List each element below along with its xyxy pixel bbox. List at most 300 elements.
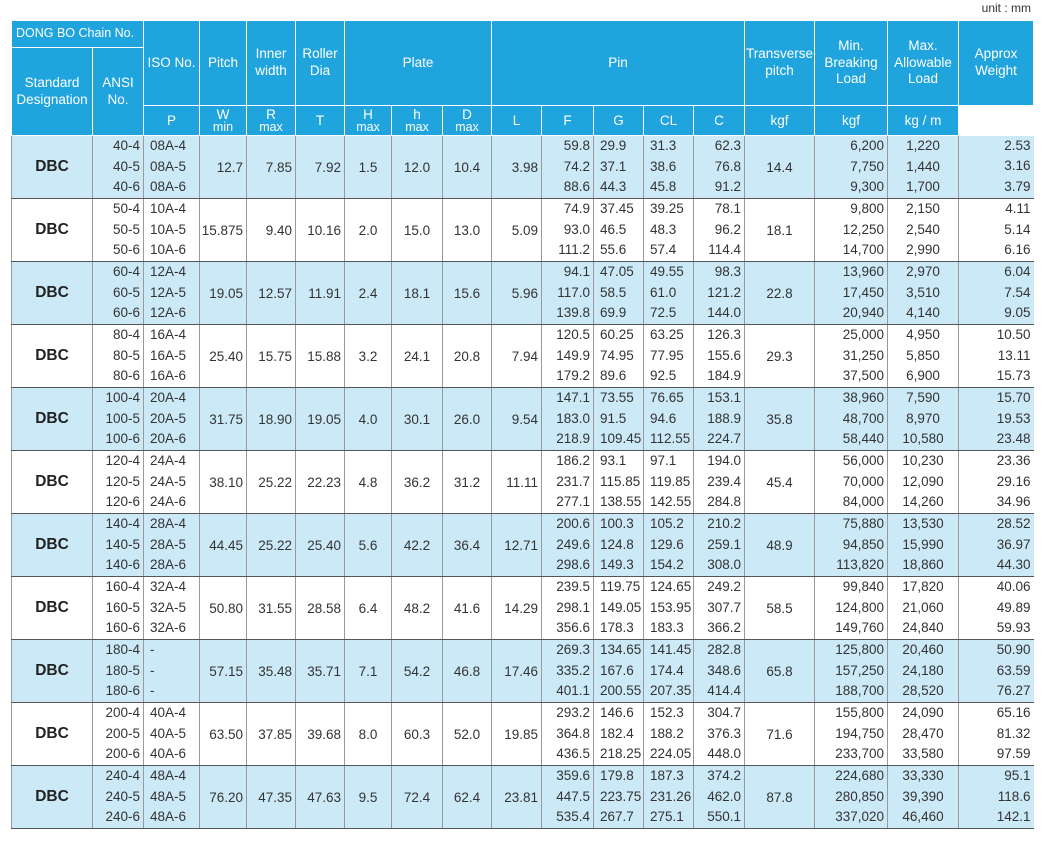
CL-value: 188.9 [707, 410, 742, 426]
plate-t-value: 4.0 [345, 388, 392, 451]
minb-value: 20,940 [842, 305, 885, 321]
maxa-value: 28,520 [902, 683, 944, 699]
CL-value: 155.6 [707, 347, 742, 363]
plate-t-value: 4.8 [345, 451, 392, 514]
iso-value: 08A-5 [150, 158, 187, 174]
F-value: 182.4 [600, 725, 634, 741]
G-value: 231.26 [650, 788, 692, 804]
wt-value: 36.97 [996, 536, 1031, 552]
F-value: 29.9 [600, 138, 627, 153]
L-value: 59.8 [563, 138, 590, 153]
minb-value: 113,820 [836, 557, 885, 573]
minb-value: 125,800 [835, 642, 885, 657]
standard-designation: DBC [12, 514, 93, 577]
G-value: 92.5 [650, 368, 677, 384]
standard-designation-header: Standard Designation [12, 48, 93, 136]
table-row [12, 451, 1034, 514]
col-r: R max [247, 106, 296, 136]
col-kgm: kg / m [888, 106, 959, 136]
pitch-value: 50.80 [200, 577, 247, 640]
G-value: 63.25 [650, 327, 684, 342]
maxa-value: 8,970 [906, 410, 940, 426]
L-value: 277.1 [556, 494, 590, 510]
transverse-pitch-header: Transverse pitch [745, 21, 815, 106]
L-value: 298.1 [556, 599, 590, 615]
minb-value: 7,750 [850, 158, 885, 174]
dongbo-header: DONG BO Chain No. [12, 21, 144, 48]
CL-value: 184.9 [707, 368, 742, 384]
plate-t-value: 7.1 [345, 640, 392, 703]
ansi-value: 50-5 [112, 221, 140, 237]
wt-value: 34.96 [996, 494, 1031, 510]
ansi-value: 140-5 [105, 536, 140, 552]
table-row [12, 514, 1034, 577]
ansi-value: 80-6 [112, 368, 140, 384]
maxa-value: 28,470 [902, 725, 944, 741]
chain-spec-table [11, 20, 1034, 829]
roller-dia-value: 28.58 [296, 577, 345, 640]
pitch-value: 57.15 [200, 640, 247, 703]
F-value: 115.85 [600, 473, 641, 489]
iso-value: 24A-4 [150, 453, 187, 468]
standard-designation: DBC [12, 577, 93, 640]
G-value: 57.4 [650, 242, 677, 258]
L-value: 183.0 [556, 410, 590, 426]
minb-value: 9,800 [850, 201, 885, 216]
L-value: 147.1 [556, 390, 590, 405]
CL-value: 348.6 [707, 662, 742, 678]
inner-width-header: Inner width [247, 21, 296, 106]
iso-value: 28A-6 [150, 557, 187, 573]
G-value: 275.1 [650, 809, 684, 825]
wt-value: 15.70 [996, 390, 1031, 405]
roller-dia-value: 10.16 [296, 199, 345, 262]
roller-dia-value: 22.23 [296, 451, 345, 514]
plate-h-upper-value: 15.0 [392, 199, 443, 262]
iso-value: 24A-5 [150, 473, 187, 489]
L-value: 401.1 [556, 683, 590, 699]
minb-value: 94,850 [842, 536, 885, 552]
iso-value: 12A-6 [150, 305, 187, 321]
G-value: 76.65 [650, 390, 684, 405]
F-value: 60.25 [600, 327, 634, 342]
pitch-value: 44.45 [200, 514, 247, 577]
maxa-value: 39,390 [902, 788, 944, 804]
G-value: 45.8 [650, 179, 677, 195]
pin-d-value: 11.11 [492, 451, 542, 514]
L-value: 179.2 [556, 368, 590, 384]
minb-value: 124,800 [835, 599, 885, 615]
L-value: 200.6 [556, 516, 590, 531]
plate-h-lower-value: 31.2 [443, 451, 492, 514]
roller-dia-value: 11.91 [296, 262, 345, 325]
inner-width-value: 35.48 [247, 640, 296, 703]
iso-value: 40A-4 [150, 705, 187, 720]
pin-d-value: 5.09 [492, 199, 542, 262]
plate-t-value: 3.2 [345, 325, 392, 388]
inner-width-value: 7.85 [247, 136, 296, 199]
CL-value: 374.2 [707, 768, 742, 783]
standard-designation: DBC [12, 136, 93, 199]
L-value: 239.5 [556, 579, 590, 594]
F-value: 89.6 [600, 368, 627, 384]
wt-value: 3.16 [1004, 158, 1031, 174]
maxa-value: 17,820 [902, 579, 944, 594]
plate-h-lower-value: 20.8 [443, 325, 492, 388]
G-value: 183.3 [650, 620, 684, 636]
maxa-value: 15,990 [902, 536, 944, 552]
col-f: F [542, 106, 594, 136]
F-value: 37.1 [600, 158, 627, 174]
wt-value: 95.1 [1004, 768, 1031, 783]
plate-t-value: 2.0 [345, 199, 392, 262]
table-row [12, 703, 1034, 766]
roller-dia-value: 25.40 [296, 514, 345, 577]
pitch-value: 76.20 [200, 766, 247, 829]
maxa-value: 4,140 [906, 305, 940, 321]
L-value: 111.2 [558, 242, 590, 258]
transverse-pitch-value: 18.1 [745, 199, 815, 262]
iso-value: 32A-4 [150, 579, 187, 594]
iso-value: 48A-4 [150, 768, 187, 783]
iso-value: 10A-5 [150, 221, 187, 237]
maxa-value: 1,700 [906, 179, 940, 195]
CL-value: 76.8 [714, 158, 742, 174]
pitch-value: 12.7 [200, 136, 247, 199]
CL-value: 114.4 [708, 242, 742, 258]
iso-value: 12A-5 [150, 284, 187, 300]
L-value: 356.6 [556, 620, 590, 636]
ansi-value: 180-4 [105, 642, 140, 657]
transverse-pitch-value: 65.8 [745, 640, 815, 703]
col-c: C [694, 106, 745, 136]
L-value: 93.0 [563, 221, 590, 237]
F-value: 223.75 [600, 788, 642, 804]
F-value: 55.6 [600, 242, 627, 258]
minb-value: 75,880 [842, 516, 885, 531]
wt-value: 19.53 [996, 410, 1031, 426]
G-value: 152.3 [650, 705, 684, 720]
inner-width-value: 12.57 [247, 262, 296, 325]
minb-value: 99,840 [842, 579, 885, 594]
wt-value: 118.6 [997, 788, 1031, 804]
L-value: 335.2 [556, 662, 590, 678]
ansi-value: 50-6 [112, 242, 140, 258]
CL-value: 462.0 [707, 788, 742, 804]
G-value: 142.55 [650, 494, 692, 510]
wt-value: 50.90 [996, 642, 1031, 657]
iso-value: 08A-6 [150, 179, 187, 195]
F-value: 100.3 [600, 516, 634, 531]
minb-value: 48,700 [842, 410, 885, 426]
iso-value: 40A-5 [150, 725, 187, 741]
minb-value: 233,700 [835, 746, 885, 762]
col-l: L [492, 106, 542, 136]
maxa-value: 3,510 [906, 284, 940, 300]
CL-value: 259.1 [707, 536, 742, 552]
ansi-value: 100-6 [105, 431, 140, 447]
L-value: 218.9 [556, 431, 590, 447]
G-value: 224.05 [650, 746, 692, 762]
standard-designation: DBC [12, 703, 93, 766]
maxa-value: 6,900 [906, 368, 940, 384]
pin-d-value: 5.96 [492, 262, 542, 325]
G-value: 105.2 [650, 516, 684, 531]
wt-value: 97.59 [996, 746, 1031, 762]
roller-dia-value: 39.68 [296, 703, 345, 766]
col-cl: CL [644, 106, 694, 136]
F-value: 46.5 [600, 221, 627, 237]
G-value: 72.5 [650, 305, 677, 321]
minb-value: 188,700 [835, 683, 885, 699]
wt-value: 76.27 [996, 683, 1031, 699]
L-value: 74.9 [563, 201, 590, 216]
maxa-value: 24,840 [902, 620, 944, 636]
G-value: 61.0 [650, 284, 677, 300]
wt-value: 44.30 [996, 557, 1031, 573]
maxa-value: 2,540 [906, 221, 940, 237]
plate-h-upper-value: 36.2 [392, 451, 443, 514]
wt-value: 29.16 [996, 473, 1031, 489]
ansi-value: 120-4 [105, 453, 140, 468]
CL-value: 121.2 [707, 284, 742, 300]
wt-value: 59.93 [996, 620, 1031, 636]
inner-width-value: 15.75 [247, 325, 296, 388]
pitch-value: 31.75 [200, 388, 247, 451]
plate-t-value: 5.6 [345, 514, 392, 577]
ansi-value: 240-4 [105, 768, 140, 783]
ansi-value: 180-5 [105, 662, 140, 678]
L-value: 231.7 [556, 473, 590, 489]
wt-value: 28.52 [996, 516, 1031, 531]
roller-dia-value: 47.63 [296, 766, 345, 829]
L-value: 436.5 [556, 746, 590, 762]
ansi-value: 240-5 [105, 788, 140, 804]
maxa-value: 24,090 [902, 705, 944, 720]
CL-value: 366.2 [707, 620, 742, 636]
maxa-value: 33,330 [902, 768, 944, 783]
pitch-value: 25.40 [200, 325, 247, 388]
L-value: 249.6 [556, 536, 590, 552]
minb-value: 38,960 [842, 390, 885, 405]
G-value: 119.85 [650, 473, 691, 489]
pitch-value: 63.50 [200, 703, 247, 766]
wt-value: 23.36 [996, 453, 1031, 468]
plate-h-upper-value: 48.2 [392, 577, 443, 640]
pin-d-value: 7.94 [492, 325, 542, 388]
pitch-value: 19.05 [200, 262, 247, 325]
CL-value: 448.0 [707, 746, 742, 762]
CL-value: 307.7 [707, 599, 742, 615]
CL-value: 210.2 [707, 516, 742, 531]
iso-value: 16A-6 [150, 368, 187, 384]
ansi-value: 40-6 [112, 179, 140, 195]
pin-d-value: 9.54 [492, 388, 542, 451]
roller-dia-value: 19.05 [296, 388, 345, 451]
standard-designation: DBC [12, 640, 93, 703]
plate-h-upper-value: 42.2 [392, 514, 443, 577]
L-value: 298.6 [556, 557, 590, 573]
wt-value: 10.50 [996, 327, 1031, 342]
standard-designation: DBC [12, 262, 93, 325]
ansi-value: 50-4 [112, 201, 140, 216]
standard-designation: DBC [12, 325, 93, 388]
F-value: 149.3 [600, 557, 634, 573]
wt-value: 6.16 [1004, 242, 1031, 258]
maxa-value: 12,090 [902, 473, 944, 489]
G-value: 154.2 [650, 557, 684, 573]
wt-value: 49.89 [996, 599, 1031, 615]
ansi-value: 200-4 [105, 705, 140, 720]
iso-value: 28A-5 [150, 536, 187, 552]
inner-width-value: 47.35 [247, 766, 296, 829]
table-row [12, 766, 1034, 829]
ansi-value: 160-5 [105, 599, 140, 615]
minb-value: 149,760 [835, 620, 885, 636]
table-row [12, 640, 1034, 703]
L-value: 88.6 [563, 179, 590, 195]
ansi-value: 160-6 [105, 620, 140, 636]
min-breaking-load-header: Min. Breaking Load [815, 21, 888, 106]
plate-t-value: 1.5 [345, 136, 392, 199]
F-value: 91.5 [600, 410, 627, 426]
L-value: 447.5 [556, 788, 590, 804]
G-value: 38.6 [650, 158, 677, 174]
iso-value: 32A-5 [150, 599, 187, 615]
ansi-value: 180-6 [105, 683, 140, 699]
transverse-pitch-value: 71.6 [745, 703, 815, 766]
maxa-value: 10,580 [902, 431, 944, 447]
maxa-value: 14,260 [902, 494, 944, 510]
col-g: G [594, 106, 644, 136]
pin-d-value: 17.46 [492, 640, 542, 703]
G-value: 207.35 [650, 683, 692, 699]
F-value: 58.5 [600, 284, 627, 300]
maxa-value: 4,950 [906, 327, 940, 342]
maxa-value: 24,180 [902, 662, 944, 678]
wt-value: 7.54 [1004, 284, 1031, 300]
inner-width-value: 9.40 [247, 199, 296, 262]
roller-dia-value: 35.71 [296, 640, 345, 703]
F-value: 109.45 [600, 431, 642, 447]
G-value: 141.45 [650, 642, 692, 657]
col-h-upper: H max [345, 106, 392, 136]
F-value: 44.3 [600, 179, 627, 195]
maxa-value: 1,220 [906, 138, 940, 153]
pin-d-value: 12.71 [492, 514, 542, 577]
roller-dia-value: 15.88 [296, 325, 345, 388]
maxa-value: 1,440 [906, 158, 940, 174]
G-value: 153.95 [650, 599, 692, 615]
plate-h-upper-value: 60.3 [392, 703, 443, 766]
iso-value: 32A-6 [150, 620, 187, 636]
pin-d-value: 19.85 [492, 703, 542, 766]
CL-value: 194.0 [707, 453, 742, 468]
table-row [12, 199, 1034, 262]
plate-h-upper-value: 72.4 [392, 766, 443, 829]
minb-value: 280,850 [835, 788, 885, 804]
table-body [12, 136, 1034, 829]
L-value: 120.5 [556, 327, 590, 342]
minb-value: 31,250 [842, 347, 885, 363]
iso-value: 28A-4 [150, 516, 187, 531]
iso-header: ISO No. [144, 21, 200, 106]
CL-value: 153.1 [707, 390, 742, 405]
col-kgf-max: kgf [815, 106, 888, 136]
F-value: 138.55 [600, 494, 642, 510]
pin-d-value: 23.81 [492, 766, 542, 829]
ansi-value: 80-4 [112, 327, 140, 342]
wt-value: 65.16 [996, 705, 1031, 720]
maxa-value: 18,860 [902, 557, 944, 573]
ansi-value: 200-6 [105, 746, 140, 762]
plate-h-upper-value: 12.0 [392, 136, 443, 199]
col-h-lower: h max [392, 106, 443, 136]
plate-h-lower-value: 15.6 [443, 262, 492, 325]
F-value: 167.6 [600, 662, 634, 678]
CL-value: 414.4 [707, 683, 742, 699]
wt-value: 23.48 [996, 431, 1031, 447]
minb-value: 13,960 [842, 264, 885, 279]
L-value: 364.8 [556, 725, 590, 741]
G-value: 97.1 [650, 453, 677, 468]
ansi-value: 120-6 [105, 494, 140, 510]
wt-value: 2.53 [1004, 137, 1031, 153]
approx-weight-header: Approx Weight [959, 21, 1034, 106]
ansi-value: 200-5 [105, 725, 140, 741]
F-value: 178.3 [600, 620, 634, 636]
CL-value: 308.0 [707, 557, 742, 573]
ansi-value: 100-5 [105, 410, 140, 426]
maxa-value: 2,990 [906, 242, 940, 258]
G-value: 188.2 [650, 725, 684, 741]
transverse-pitch-value: 35.8 [745, 388, 815, 451]
L-value: 293.2 [556, 705, 590, 720]
maxa-value: 7,590 [906, 390, 940, 405]
wt-value: 9.05 [1004, 305, 1031, 321]
minb-value: 14,700 [842, 242, 885, 258]
plate-header: Plate [345, 21, 492, 106]
G-value: 49.55 [650, 264, 684, 279]
F-value: 93.1 [600, 453, 627, 468]
iso-value: 48A-6 [150, 809, 187, 825]
plate-t-value: 8.0 [345, 703, 392, 766]
iso-value: - [150, 683, 155, 699]
CL-value: 284.8 [707, 494, 742, 510]
table-row [12, 136, 1034, 199]
iso-value: - [150, 642, 155, 657]
maxa-value: 2,150 [906, 201, 940, 216]
inner-width-value: 25.22 [247, 451, 296, 514]
wt-value: 63.59 [996, 662, 1031, 678]
wt-value: 13.11 [997, 347, 1031, 363]
wt-value: 81.32 [996, 725, 1031, 741]
ansi-value: 240-6 [105, 809, 140, 825]
plate-t-value: 2.4 [345, 262, 392, 325]
table-row [12, 325, 1034, 388]
ansi-value: 100-4 [105, 390, 140, 405]
ansi-value: 40-5 [112, 158, 140, 174]
L-value: 535.4 [556, 809, 590, 825]
maxa-value: 33,580 [902, 746, 944, 762]
minb-value: 9,300 [850, 179, 885, 195]
roller-dia-value: 7.92 [296, 136, 345, 199]
plate-h-lower-value: 52.0 [443, 703, 492, 766]
iso-value: - [150, 662, 155, 678]
table-row [12, 262, 1034, 325]
plate-h-lower-value: 26.0 [443, 388, 492, 451]
plate-h-lower-value: 36.4 [443, 514, 492, 577]
